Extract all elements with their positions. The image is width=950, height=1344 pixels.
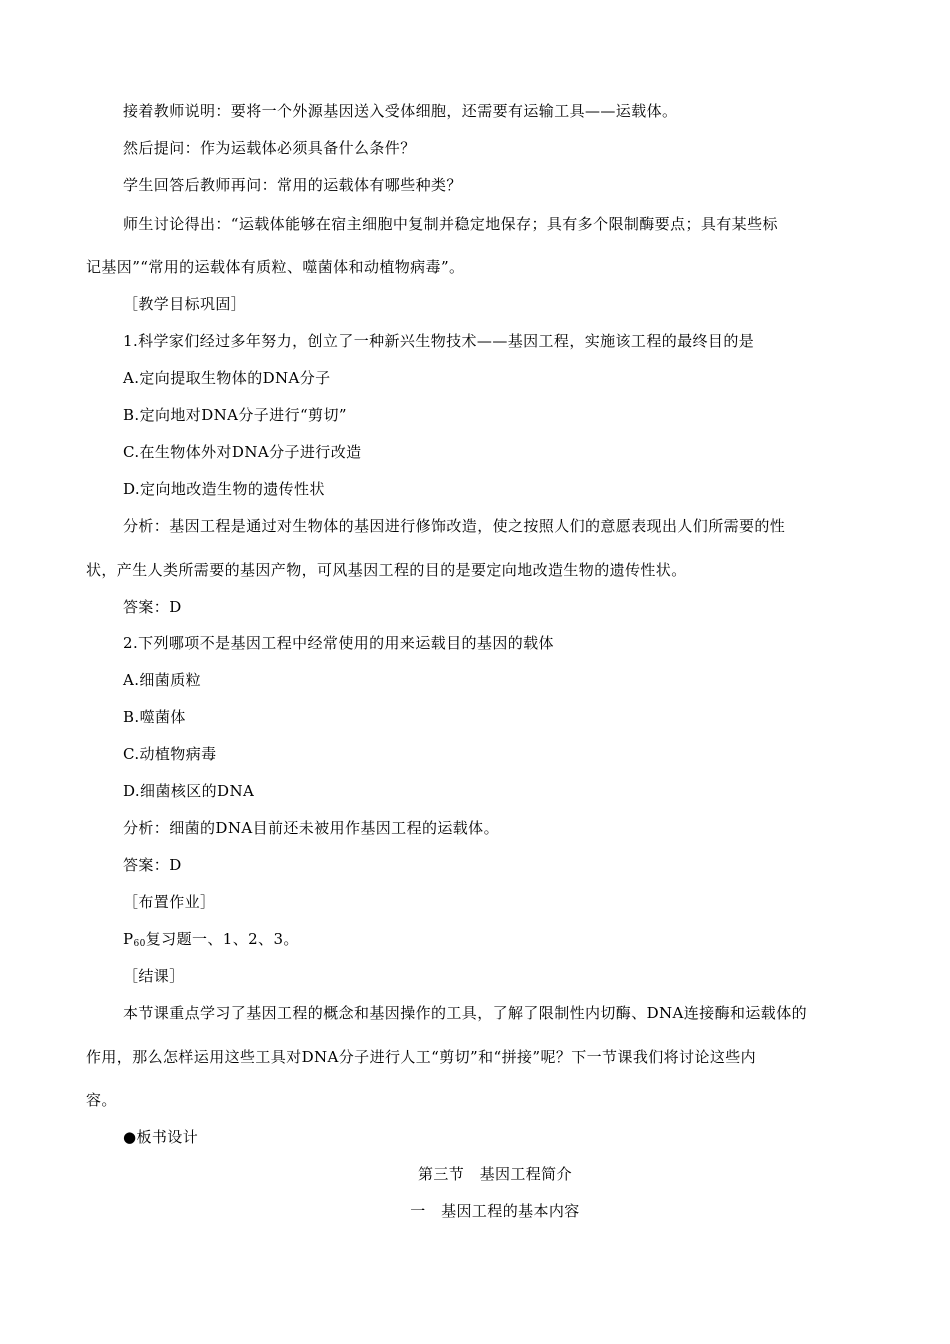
question-2-option-b: B.噬菌体 xyxy=(123,708,186,726)
section-heading-consolidation: ［教学目标巩固］ xyxy=(123,295,247,313)
paragraph-discussion-line1: 师生讨论得出：“运载体能够在宿主细胞中复制并稳定地保存；具有多个限制酶要点；具有某些标 xyxy=(123,215,778,233)
board-title: 第三节 基因工程简介 xyxy=(417,1165,572,1183)
board-design-heading: ●板书设计 xyxy=(123,1128,199,1146)
question-1-stem: 1.科学家们经过多年努力，创立了一种新兴生物技术——基因工程，实施该工程的最终目的是 xyxy=(123,332,755,350)
question-1-option-d: D.定向地改造生物的遗传性状 xyxy=(123,480,325,498)
question-2-option-a: A.细菌质粒 xyxy=(123,671,202,689)
paragraph-discussion-line2: 记基因”“常用的运载体有质粒、噬菌体和动植物病毒”。 xyxy=(86,258,465,276)
board-subtitle: 一 基因工程的基本内容 xyxy=(410,1202,580,1220)
paragraph-question-types: 学生回答后教师再问：常用的运载体有哪些种类？ xyxy=(123,176,462,194)
question-1-option-c: C.在生物体外对DNA分子进行改造 xyxy=(123,443,362,461)
section-heading-conclusion: ［结课］ xyxy=(123,967,185,985)
question-2-stem: 2.下列哪项不是基因工程中经常使用的用来运载目的基因的载体 xyxy=(123,634,554,652)
conclusion-line2: 作用，那么怎样运用这些工具对DNA分子进行人工“剪切”和“拼接”呢？下一节课我们将讨论这些内 xyxy=(86,1048,757,1066)
paragraph-question-conditions: 然后提问：作为运载体必须具备什么条件？ xyxy=(123,139,416,157)
question-2-option-c: C.动植物病毒 xyxy=(123,745,217,763)
question-2-analysis: 分析：细菌的DNA目前还未被用作基因工程的运载体。 xyxy=(123,819,499,837)
paragraph-carrier-intro: 接着教师说明：要将一个外源基因送入受体细胞，还需要有运输工具——运载体。 xyxy=(123,102,678,120)
conclusion-line1: 本节课重点学习了基因工程的概念和基因操作的工具，了解了限制性内切酶、DNA连接酶和运载体的 xyxy=(123,1004,807,1022)
homework-page-prefix: P xyxy=(123,930,134,948)
question-1-answer: 答案：D xyxy=(123,598,182,616)
question-1-analysis-line1: 分析：基因工程是通过对生物体的基因进行修饰改造，使之按照人们的意愿表现出人们所需要的性 xyxy=(123,517,786,535)
section-heading-homework: ［布置作业］ xyxy=(123,893,216,911)
homework-page-number: 60 xyxy=(133,939,146,949)
homework-assignment xyxy=(123,929,299,949)
homework-text: 复习题一、1、2、3。 xyxy=(145,930,299,948)
conclusion-line3: 容。 xyxy=(86,1091,117,1109)
question-2-option-d: D.细菌核区的DNA xyxy=(123,782,255,800)
question-1-option-b: B.定向地对DNA分子进行“剪切” xyxy=(123,406,347,424)
question-1-option-a: A.定向提取生物体的DNA分子 xyxy=(123,369,331,387)
question-1-analysis-line2: 状，产生人类所需要的基因产物，可风基因工程的目的是要定向地改造生物的遗传性状。 xyxy=(86,561,687,579)
question-2-answer: 答案：D xyxy=(123,856,182,874)
